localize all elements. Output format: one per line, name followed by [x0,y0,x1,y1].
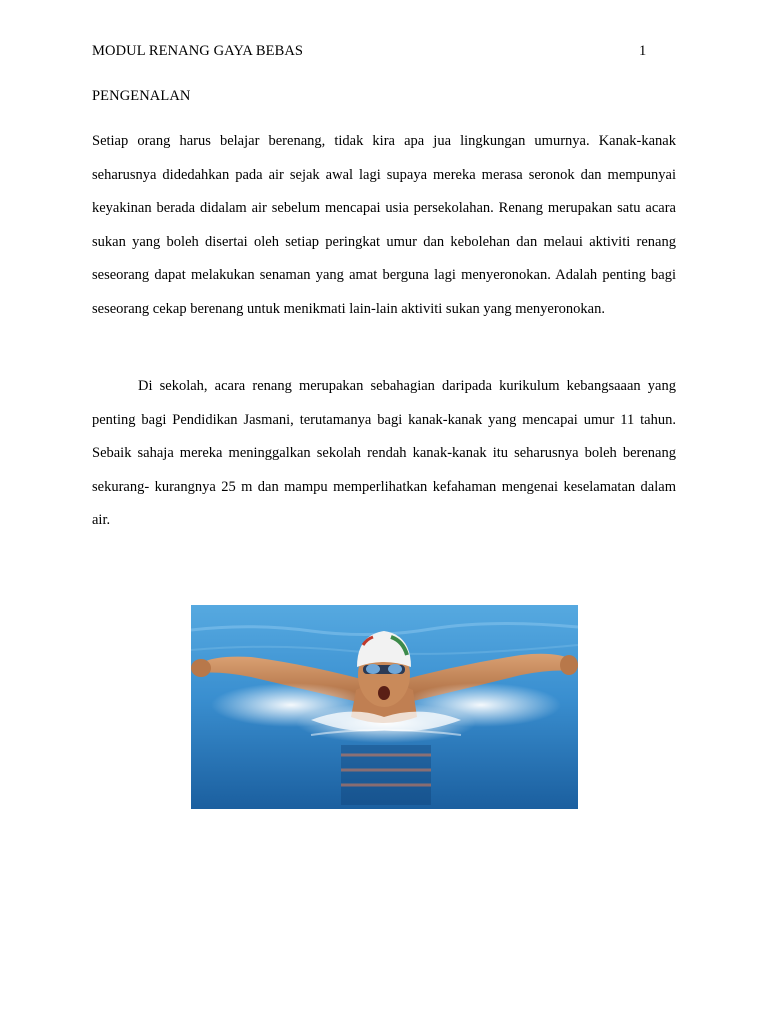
header-title: MODUL RENANG GAYA BEBAS [92,43,304,59]
page-number: 1 [639,43,647,59]
section-heading: PENGENALAN [92,88,191,104]
butterfly-swimmer-photo [191,605,578,809]
running-header [92,43,678,61]
paragraph-introduction: Setiap orang harus belajar berenang, tidak kira apa jua lingkungan umurnya. Kanak-kanak seharusnya didedahkan pada air sejak awal lagi supaya mereka merasa seronok dan mempunyai keyakinan berada didalam air sebelum mencapai usia persekolahan. Renang merupakan satu acara sukan yang boleh disertai oleh setiap peringkat umur dan kebolehan dan melaui aktiviti renang seseorang dapat melakukan senaman yang amat berguna lagi menyeronokan. Adalah penting bagi seseorang cekap berenang untuk menikmati lain-lain aktiviti sukan yang menyeronokan. [92,133,676,317]
paragraph-school-curriculum: Di sekolah, acara renang merupakan sebahagian daripada kurikulum kebangsaaan yang penting bagi Pendidikan Jasmani, terutamanya bagi kanak-kanak yang mencapai umur 11 tahun. Sebaik sahaja mereka meninggalkan sekolah rendah kanak-kanak itu seharusnya boleh berenang sekurang- kurangnya 25 m dan mampu memperlihatkan kefahaman mengenai keselamatan dalam air. [92,378,676,529]
